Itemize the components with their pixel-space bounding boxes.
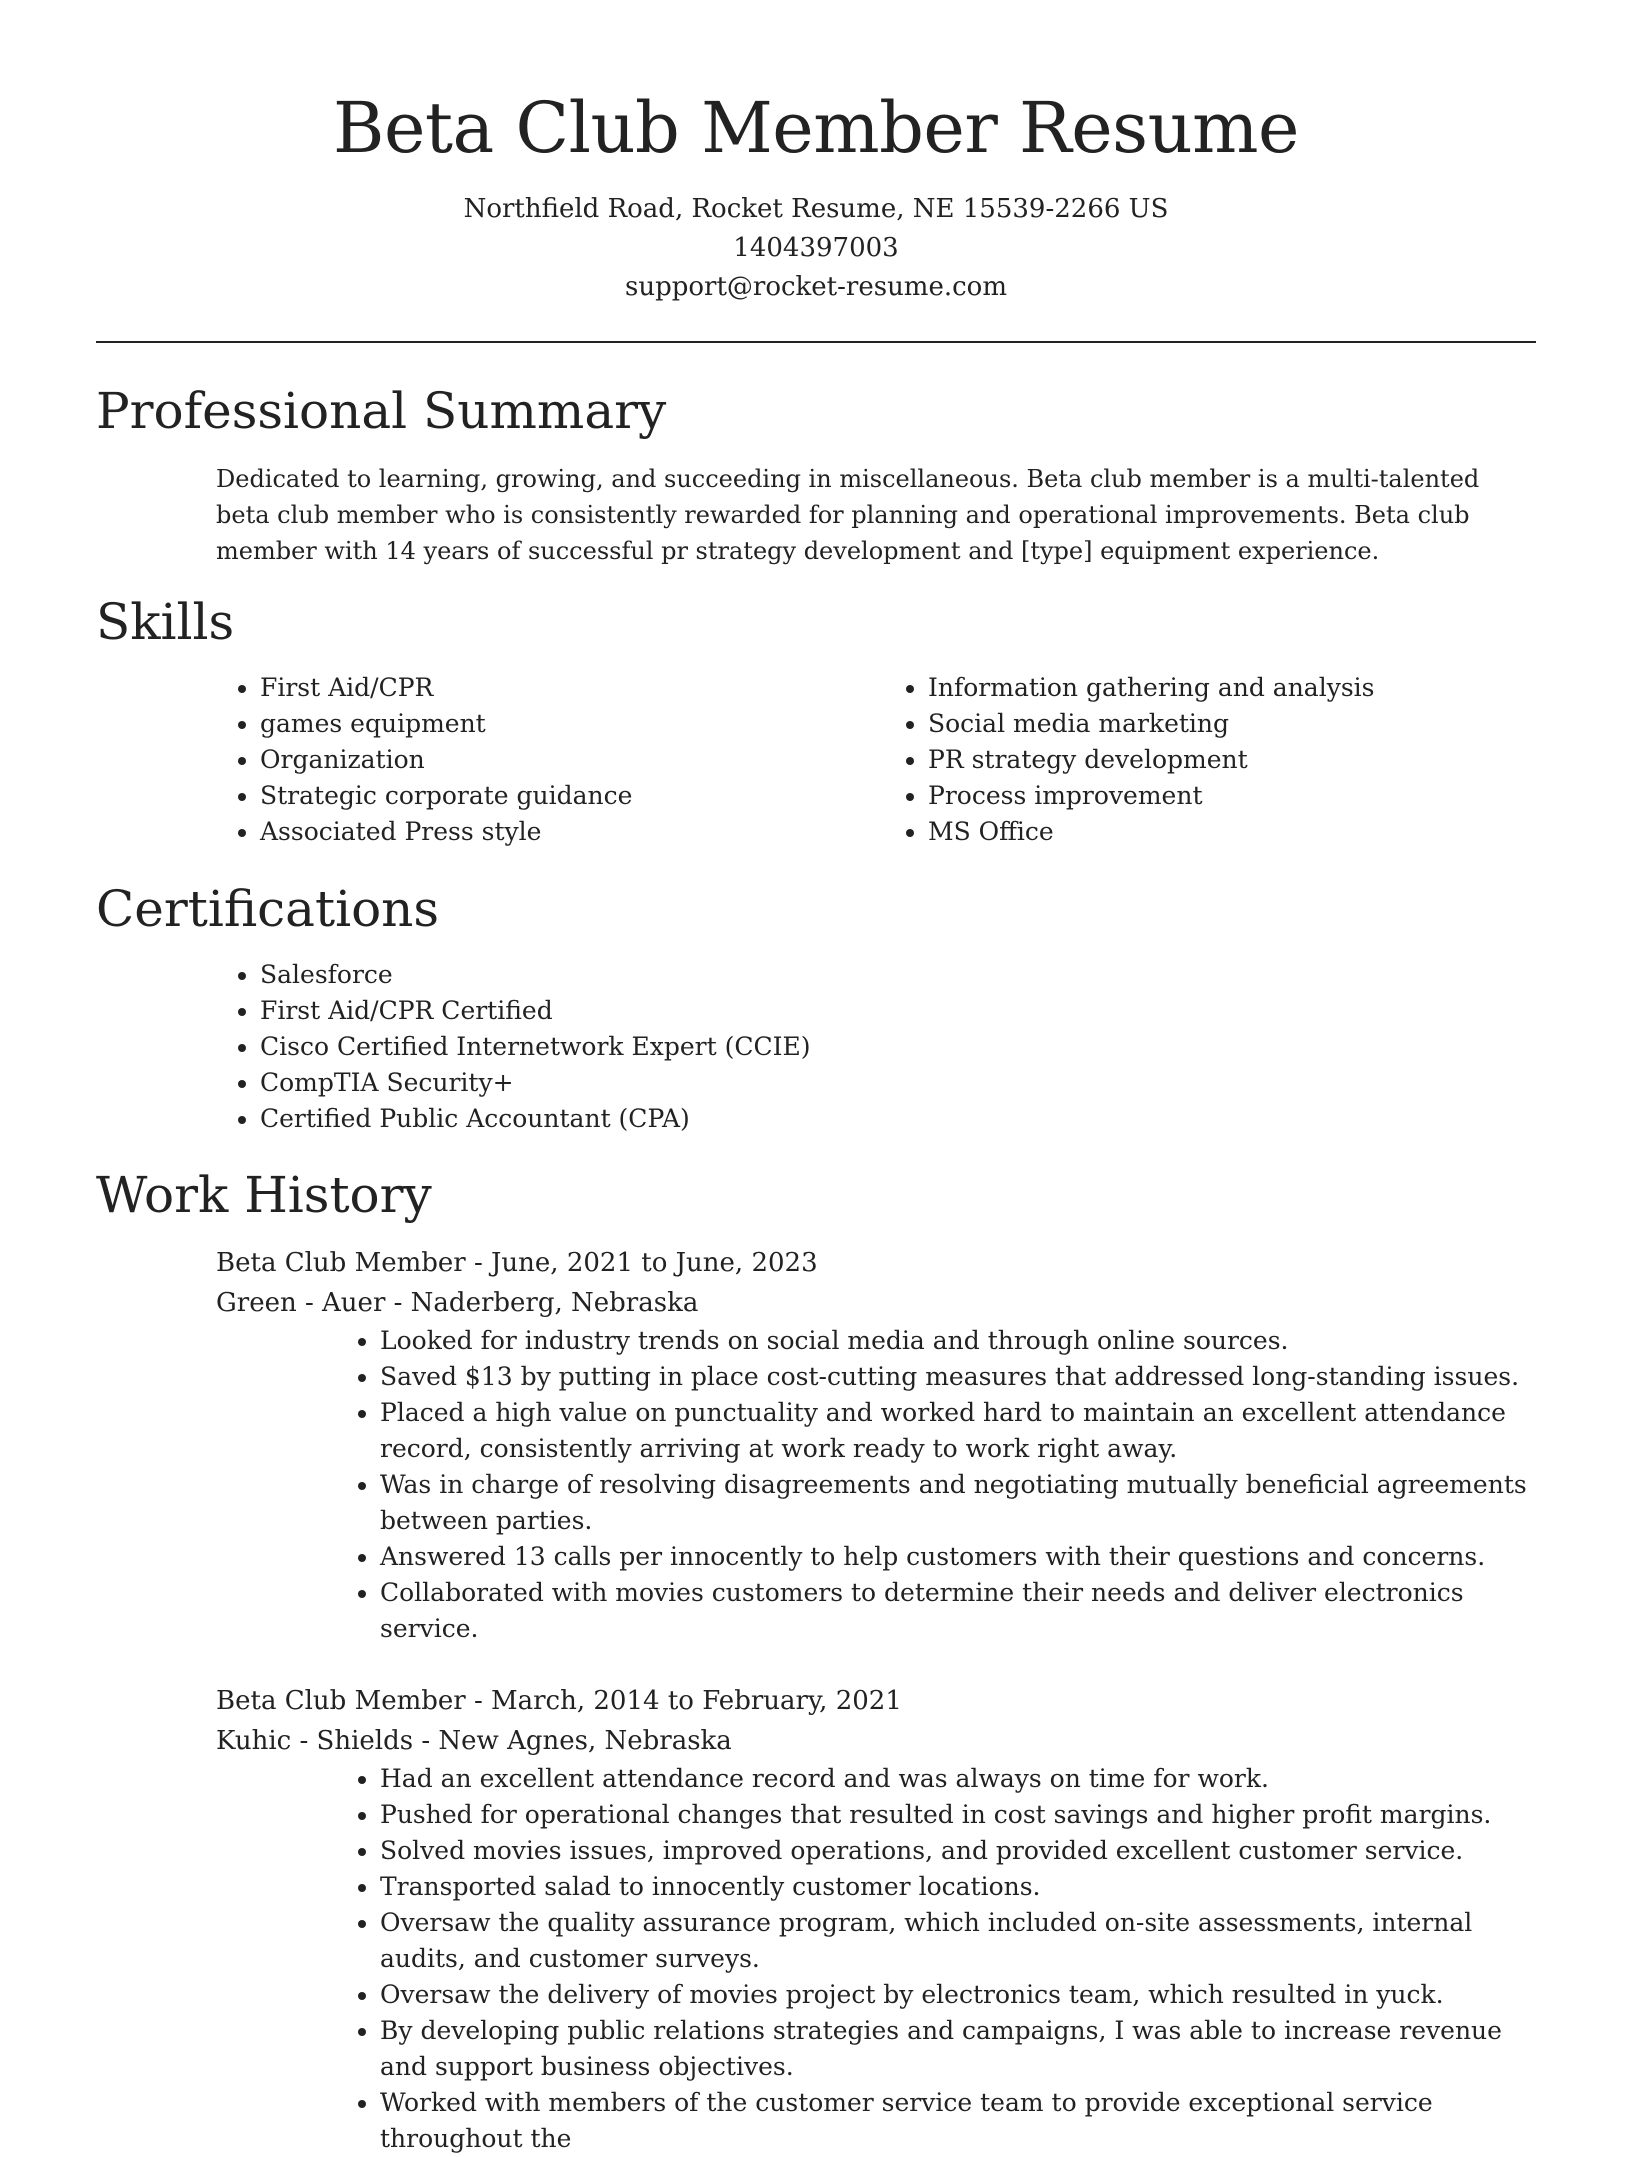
certification-item: • Salesforce: [260, 957, 1536, 993]
job-bullet: • Answered 13 calls per innocently to help customers with their questions and concerns.: [380, 1539, 1536, 1575]
summary-heading: Professional Summary: [96, 382, 667, 440]
certifications-list: [96, 957, 1536, 1137]
job-bullet-list: [216, 1323, 1536, 1647]
skills-list-left: [96, 670, 898, 850]
job-entry: [216, 1681, 1536, 2157]
job-bullet: • Placed a high value on punctuality and worked hard to maintain an excellent attendance record, consistently arriving at work ready to work right away.: [380, 1395, 1536, 1467]
work-history-section: [96, 1165, 1536, 2157]
header-divider: [96, 341, 1536, 343]
summary-section: [96, 381, 1536, 569]
skill-item: • Information gathering and analysis: [928, 670, 1536, 706]
skills-heading: Skills: [96, 593, 235, 651]
skill-item: • Associated Press style: [260, 814, 898, 850]
contact-block: [0, 190, 1632, 307]
job-bullet-list: [216, 1761, 1536, 2157]
contact-email: support@rocket-resume.com: [624, 272, 1007, 302]
contact-address: Northfield Road, Rocket Resume, NE 15539-2266 US: [463, 194, 1169, 224]
job-company-line: Green - Auer - Naderberg, Nebraska: [216, 1288, 699, 1318]
certifications-section: [96, 879, 1536, 1137]
job-bullet: • Worked with members of the customer service team to provide exceptional service throughout the: [380, 2085, 1536, 2157]
skill-item: • First Aid/CPR: [260, 670, 898, 706]
job-bullet: • Had an excellent attendance record and was always on time for work.: [380, 1761, 1536, 1797]
job-entry: [216, 1243, 1536, 1647]
work-history-heading: Work History: [96, 1166, 432, 1224]
skills-list-right: [898, 670, 1536, 850]
certifications-heading: Certifications: [96, 880, 440, 938]
resume-header: [0, 80, 1632, 307]
certification-item: • Certified Public Accountant (CPA): [260, 1101, 1536, 1137]
job-bullet: • Pushed for operational changes that resulted in cost savings and higher profit margins.: [380, 1797, 1536, 1833]
job-bullet: • Oversaw the quality assurance program, which included on-site assessments, internal audits, and customer surveys.: [380, 1905, 1536, 1977]
job-bullet: • Saved $13 by putting in place cost-cutting measures that addressed long-standing issues.: [380, 1359, 1536, 1395]
certification-item: • Cisco Certified Internetwork Expert (CCIE): [260, 1029, 1536, 1065]
job-bullet: • By developing public relations strategies and campaigns, I was able to increase revenue and support business objectives.: [380, 2013, 1536, 2085]
summary-text: Dedicated to learning, growing, and succeeding in miscellaneous. Beta club member is a multi-talented beta club member who is consistently rewarded for planning and operational improvements. Beta club member with 14 years of successful pr strategy development and [type] equipment experience.: [216, 465, 1480, 565]
job-role-line: Beta Club Member - March, 2014 to February, 2021: [216, 1686, 902, 1716]
job-bullet: • Oversaw the delivery of movies project by electronics team, which resulted in yuck.: [380, 1977, 1536, 2013]
skill-item: • Strategic corporate guidance: [260, 778, 898, 814]
certification-item: • CompTIA Security+: [260, 1065, 1536, 1101]
skill-item: • Organization: [260, 742, 898, 778]
skills-section: [96, 592, 1536, 850]
job-bullet: • Transported salad to innocently customer locations.: [380, 1869, 1536, 1905]
resume-title: Beta Club Member Resume: [333, 87, 1299, 169]
skill-item: • Social media marketing: [928, 706, 1536, 742]
skill-item: • MS Office: [928, 814, 1536, 850]
job-bullet: • Looked for industry trends on social media and through online sources.: [380, 1323, 1536, 1359]
job-role-line: Beta Club Member - June, 2021 to June, 2023: [216, 1248, 818, 1278]
job-bullet: • Collaborated with movies customers to determine their needs and deliver electronics service.: [380, 1575, 1536, 1647]
skill-item: • games equipment: [260, 706, 898, 742]
skill-item: • PR strategy development: [928, 742, 1536, 778]
skills-columns: [96, 670, 1536, 850]
job-bullet: • Was in charge of resolving disagreements and negotiating mutually beneficial agreements between parties.: [380, 1467, 1536, 1539]
contact-phone: 1404397003: [733, 233, 899, 263]
certification-item: • First Aid/CPR Certified: [260, 993, 1536, 1029]
job-company-line: Kuhic - Shields - New Agnes, Nebraska: [216, 1726, 732, 1756]
skill-item: • Process improvement: [928, 778, 1536, 814]
job-bullet: • Solved movies issues, improved operations, and provided excellent customer service.: [380, 1833, 1536, 1869]
